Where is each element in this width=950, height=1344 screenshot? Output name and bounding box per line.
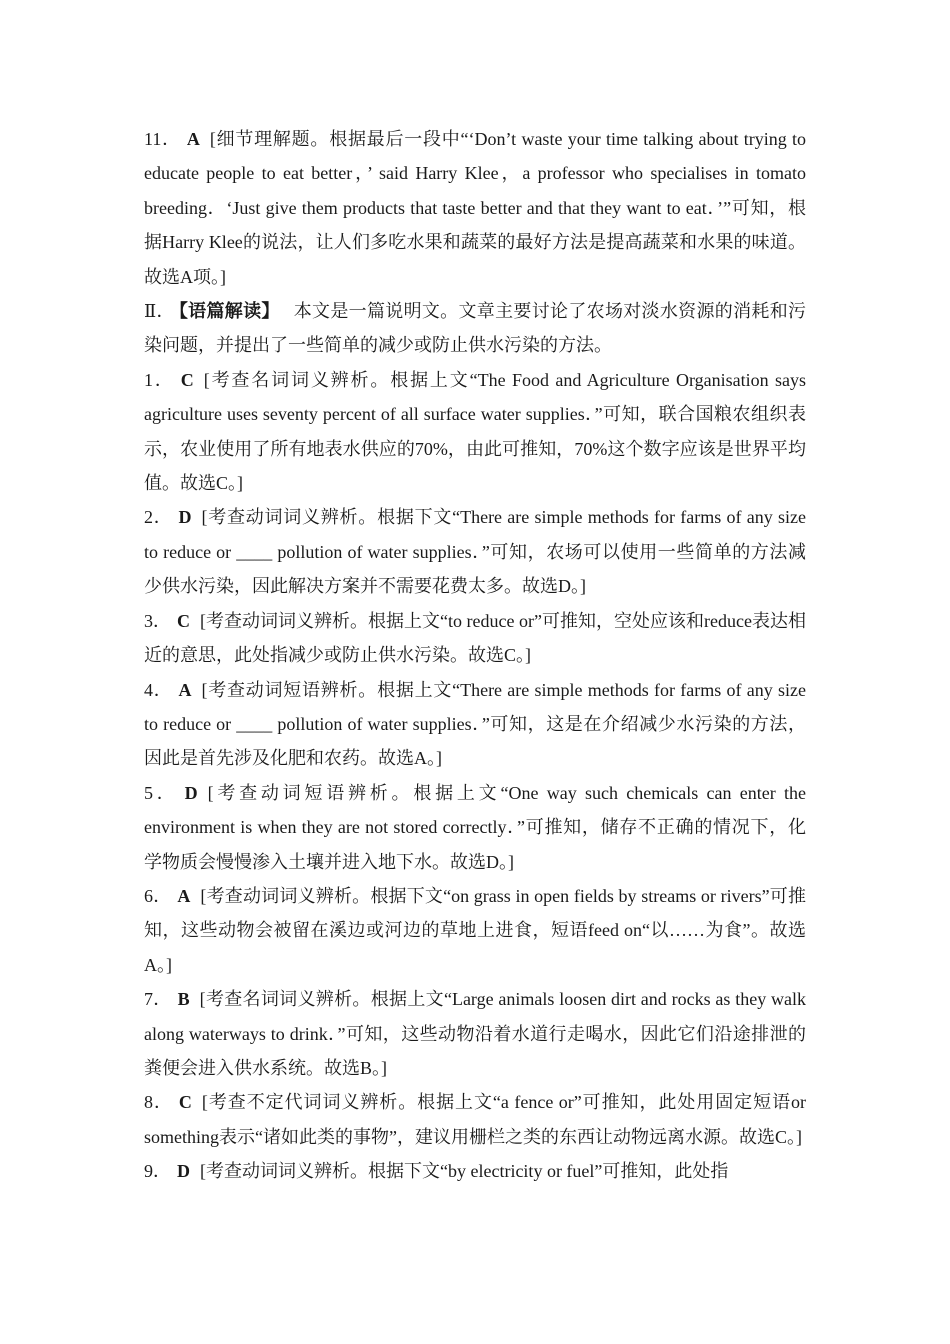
item-explanation: [考查不定代词词义辨析。根据上文“a fence or”可推知，此处用固定短语or something表示“诸如此类的事物”，建议用栅栏之类的东西让动物远离水源。故选C。] xyxy=(144,1092,806,1147)
item-number: 3． xyxy=(144,610,172,631)
item-answer: C xyxy=(178,1092,192,1113)
answer-item-4 xyxy=(144,673,806,776)
item-explanation: [考查动词词义辨析。根据上文“to reduce or”可推知，空处应该和reduce表达相近的意思，此处指减少或防止供水污染。故选C。] xyxy=(144,610,807,666)
item-answer: A xyxy=(178,679,192,700)
section-ii-reading-summary xyxy=(144,294,806,363)
answer-item-9 xyxy=(144,1154,806,1188)
item-answer: D xyxy=(184,782,198,803)
answer-item-5 xyxy=(144,776,806,879)
item-explanation: [考查动词短语辨析。根据上文“There are simple methods for farms of any size to reduce or ____ pollution of water supplies．”可知，这是在介绍减少水污染的方法，因此是首先涉及化肥和农药。故选A。] xyxy=(144,679,806,769)
item-explanation: [考查名词词义辨析。根据上文“Large animals loosen dirt and rocks as they walk along waterways to drink．”可知，这些动物沿着水道行走喝水，因此它们沿途排泄的粪便会进入供水系统。故选B。] xyxy=(144,989,806,1078)
item-number: 5． xyxy=(144,782,179,803)
item-explanation: [考查动词词义辨析。根据下文“on grass in open fields by streams or rivers”可推知，这些动物会被留在溪边或河边的草地上进食，短语feed on“以……为食”。故选A。] xyxy=(144,885,806,975)
item-number: 8． xyxy=(144,1092,173,1113)
section-number: Ⅱ． xyxy=(144,301,175,322)
item-answer: C xyxy=(177,610,191,631)
item-answer: D xyxy=(178,507,192,528)
item-answer: A xyxy=(186,129,200,149)
item-number: 4． xyxy=(144,679,173,700)
answer-item-7 xyxy=(144,982,806,1085)
item-explanation: [考查动词词义辨析。根据下文“by electricity or fuel”可推知，此处指 xyxy=(200,1161,729,1182)
item-explanation: [细节理解题。根据最后一段中“‘Don’t waste your time talking about trying to educate people to eat better，’ said Harry Klee，a professor who specialises in tomato breeding．‘Just give them products that taste better and that they want to eat．’”可知，根据Harry Klee的说法，让人们多吃水果和蔬菜的最好方法是提高蔬菜和水果的味道。故选A项。] xyxy=(144,129,806,287)
answer-item-6 xyxy=(144,879,806,982)
answer-item-3 xyxy=(144,604,806,673)
answer-item-11 xyxy=(144,122,806,294)
item-number: 6． xyxy=(144,885,172,906)
section-heading: 【语篇解读】 xyxy=(178,301,280,322)
item-number: 9． xyxy=(144,1161,171,1182)
answer-key-page xyxy=(144,122,806,1189)
item-answer: B xyxy=(177,989,190,1010)
answer-item-1 xyxy=(144,363,806,501)
item-answer: D xyxy=(177,1161,190,1182)
item-explanation: [考查名词词义辨析。根据上文“The Food and Agriculture Organisation says agriculture uses seventy percent of all surface water supplies．”可知，联合国粮农组织表示，农业使用了所有地表水供应的70%，由此可推知，70%这个数字应该是世界平均值。故选C。] xyxy=(144,369,807,494)
item-explanation: [考查动词短语辨析。根据上文“One way such chemicals can enter the environment is when they are not stored correctly．”可推知，储存不正确的情况下，化学物质会慢慢渗入土壤并进入地下水。故选D。] xyxy=(144,782,806,872)
item-number: 11． xyxy=(144,129,181,149)
section-summary: 本文是一篇说明文。文章主要讨论了农场对淡水资源的消耗和污染问题，并提出了一些简单的减少或防止供水污染的方法。 xyxy=(144,301,807,356)
item-number: 2． xyxy=(144,507,173,528)
item-answer: A xyxy=(177,885,191,906)
answer-item-2 xyxy=(144,500,806,603)
answer-item-8 xyxy=(144,1085,806,1154)
item-number: 1． xyxy=(144,369,175,390)
item-number: 7． xyxy=(144,989,172,1010)
item-explanation: [考查动词词义辨析。根据下文“There are simple methods for farms of any size to reduce or ____ pollution of water supplies．”可知，农场可以使用一些简单的方法减少供水污染，因此解决方案并不需要花费太多。故选D。] xyxy=(144,507,806,597)
item-answer: C xyxy=(180,369,194,390)
